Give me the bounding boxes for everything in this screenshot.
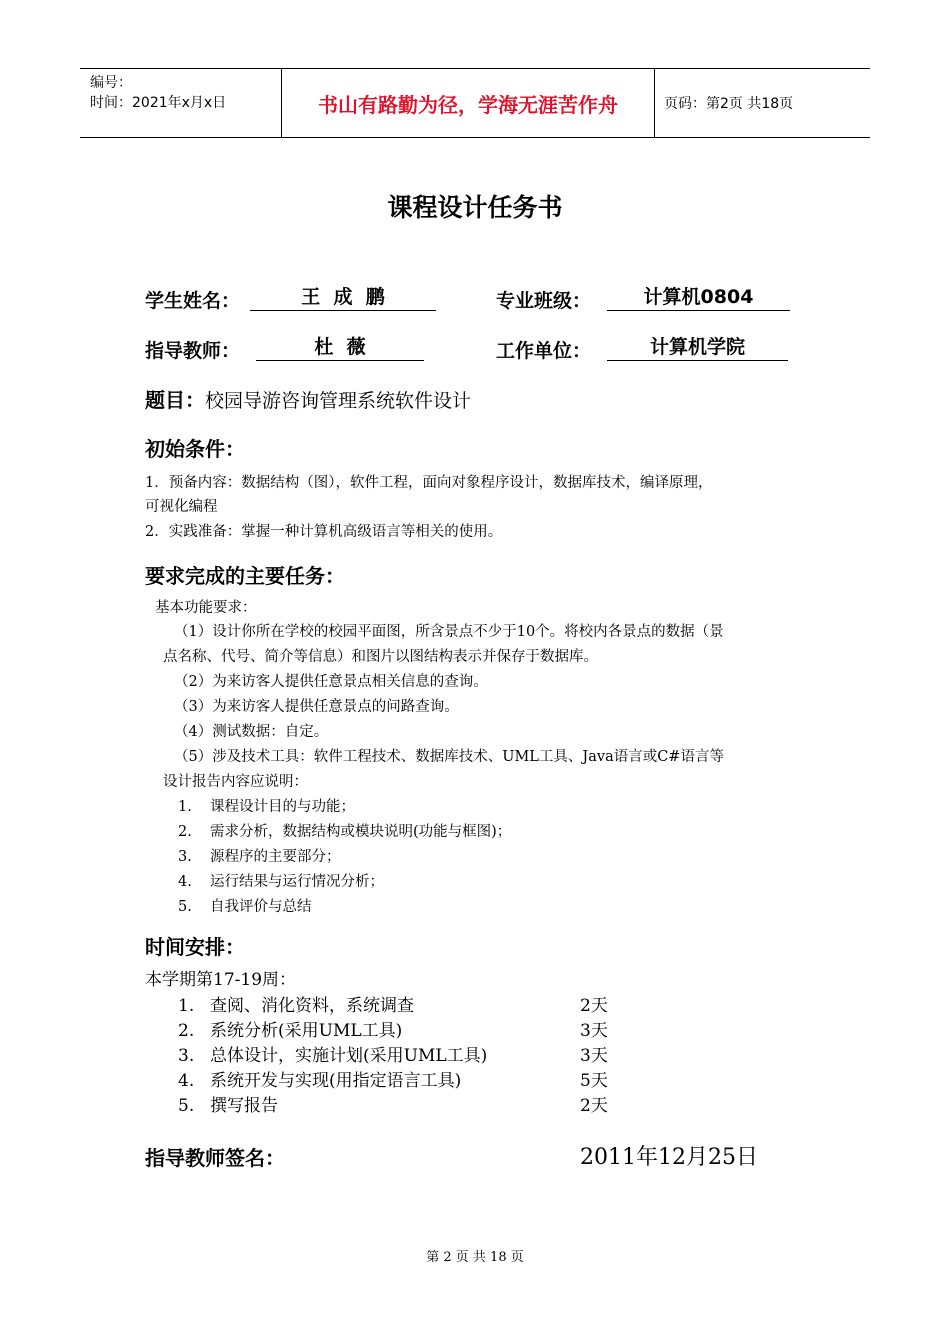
report-item-text: 课程设计目的与功能； [210,799,355,815]
teacher-value: 杜 薇 [256,334,424,361]
report-item-text: 源程序的主要部分； [210,849,341,865]
unit-value: 计算机学院 [607,334,788,361]
schedule-item-num: 1. [178,996,195,1016]
task-item: （3）为来访客人提供任意景点的问路查询。 [174,699,459,715]
initial-heading: 初始条件： [145,437,245,461]
header-page-info: 页码：第2页 共18页 [664,96,794,112]
page-header [80,68,870,138]
tasks-heading: 要求完成的主要任务： [145,564,345,588]
report-item-num: 5. [178,899,192,915]
schedule-item-text: 总体设计，实施计划(采用UML工具) [210,1046,488,1066]
schedule-item-days: 2天 [580,1096,608,1116]
schedule-item-days: 2天 [580,996,608,1016]
report-item-num: 1. [178,799,192,815]
schedule-heading: 时间安排： [145,935,245,959]
basic-requirements-label: 基本功能要求： [155,600,257,616]
header-number-label: 编号： [90,75,132,91]
unit-label: 工作单位： [496,340,592,362]
schedule-item-num: 3. [178,1046,195,1066]
task-item: （2）为来访客人提供任意景点相关信息的查询。 [174,674,488,690]
topic [145,384,471,413]
report-item-text: 需求分析，数据结构或模块说明(功能与框图)； [210,824,512,840]
schedule-item-num: 4. [178,1071,195,1091]
schedule-item-text: 撰写报告 [210,1096,278,1116]
student-name-label: 学生姓名： [145,290,241,312]
header-time: 时间：2021年x月x日 [90,95,227,111]
report-item-num: 2. [178,824,192,840]
signature-date: 2011年12月25日 [580,1145,758,1170]
class-label: 专业班级： [496,290,592,312]
initial-line-1b: 可视化编程 [145,499,218,515]
task-item: （4）测试数据：自定。 [174,724,329,740]
task-item: （1）设计你所在学校的校园平面图，所含景点不少于10个。将校内各景点的数据（景 [174,624,724,640]
page-footer: 第 2 页 共 18 页 [426,1250,524,1265]
class-value: 计算机0804 [607,284,790,311]
report-item-num: 4. [178,874,192,890]
task-item: 点名称、代号、简介等信息）和图片以图结构表示并保存于数据库。 [163,649,598,665]
signature-label: 指导教师签名： [145,1146,285,1170]
schedule-item-num: 2. [178,1021,195,1041]
header-meta [80,69,282,137]
header-motto: 书山有路勤为径，学海无涯苦作舟 [282,69,655,137]
schedule-item-days: 5天 [580,1071,608,1091]
report-label: 设计报告内容应说明： [163,774,308,790]
task-item: （5）涉及技术工具：软件工程技术、数据库技术、UML工具、Java语言或C#语言等 [174,749,724,765]
schedule-term: 本学期第17-19周： [145,970,297,990]
topic-value: 校园导游咨询管理系统软件设计 [205,390,472,412]
schedule-item-text: 系统开发与实现(用指定语言工具) [210,1071,462,1091]
topic-label: 题目： [145,388,205,412]
schedule-item-days: 3天 [580,1021,608,1041]
schedule-item-num: 5. [178,1096,195,1116]
schedule-item-text: 系统分析(采用UML工具) [210,1021,403,1041]
schedule-item-text: 查阅、消化资料，系统调查 [210,996,414,1016]
initial-line-2: 2．实践准备：掌握一种计算机高级语言等相关的使用。 [145,524,503,540]
document-title: 课程设计任务书 [387,193,563,222]
teacher-label: 指导教师： [145,340,241,362]
report-item-text: 运行结果与运行情况分析； [210,874,384,890]
report-item-num: 3. [178,849,192,865]
initial-line-1: 1．预备内容：数据结构（图），软件工程，面向对象程序设计，数据库技术，编译原理， [145,475,713,491]
student-name-value: 王 成 鹏 [250,284,436,311]
report-item-text: 自我评价与总结 [210,899,312,915]
schedule-item-days: 3天 [580,1046,608,1066]
